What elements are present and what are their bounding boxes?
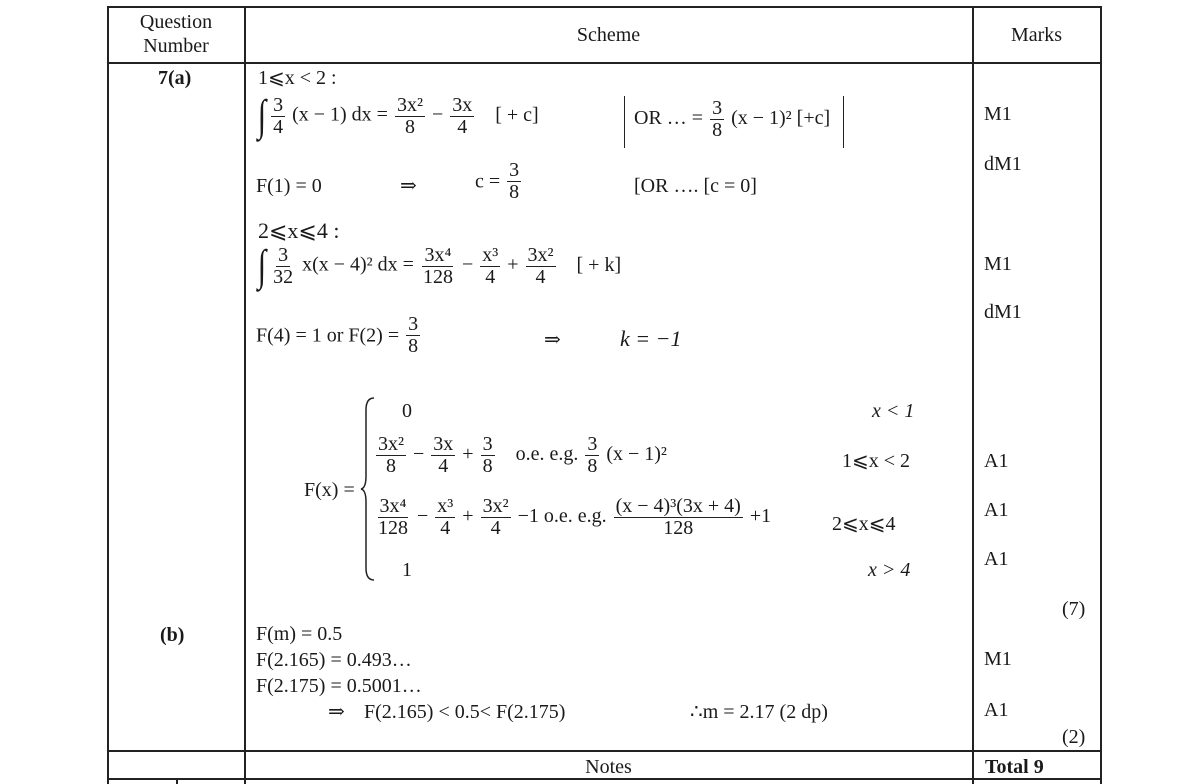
fraction: $\frac{\text{3x⁴}}{128}$ <box>378 495 408 539</box>
fraction: $\frac{3}{32}$ <box>273 243 294 288</box>
fraction: $\frac{\text{3x²}}{4}$ <box>527 243 554 288</box>
case2-condition: 1⩽x < 2 <box>842 450 911 472</box>
int1-pre: (x − 1) dx = <box>292 103 388 126</box>
case2-oe: o.e. e.g. <box>515 443 579 466</box>
case1-condition: x < 1 <box>872 400 915 422</box>
or-alternative-1 <box>634 98 830 141</box>
case4-value: 1 <box>402 559 412 581</box>
case2-expression: $\frac{\text{3x²}}{8}$ − $\frac{3x}{4}$ + $\frac{3}{8}$ o.e. e.g. $\frac{3}{8}$ (x − 1)² <box>378 433 667 477</box>
case4-condition: x > 4 <box>868 559 911 581</box>
f4-line <box>256 314 422 357</box>
case2-tail: (x − 1)² <box>606 443 667 466</box>
range1: 1⩽x < 2 : <box>258 67 337 89</box>
mark-a4: dM1 <box>984 301 1022 323</box>
case3-condition: 2⩽x⩽4 <box>832 513 896 535</box>
integral-2: ∫ $\frac{3}{32}$ x(x − 4)² dx = $\frac{\text{3x⁴}}{128}$ − $\frac{\text{x³}}{4}$ + $\frac{\text{3x²}}{4}$ [ + k] <box>257 241 622 290</box>
table-border-left <box>107 6 109 784</box>
fraction: $\frac{3}{4}$ <box>273 93 284 138</box>
fraction: $\frac{\text{x³}}{4}$ <box>482 243 499 288</box>
case3-tail: +1 <box>749 505 772 528</box>
fx-lhs: F(x) = <box>304 479 355 501</box>
header-rule <box>107 62 1101 64</box>
or1-pre: OR … = <box>634 107 704 130</box>
fraction: $\frac{3}{8}$ <box>482 433 493 477</box>
int2-k: [ + k] <box>576 253 622 276</box>
bottom-stub <box>176 778 178 784</box>
part-b-line4: F(2.165) < 0.5< F(2.175) <box>364 701 566 723</box>
int1-c: [ + c] <box>495 103 539 126</box>
table-border-top <box>107 6 1101 8</box>
part-a-subtotal: (7) <box>1062 598 1086 620</box>
header-question-number <box>108 10 244 58</box>
fraction: $\frac{\text{3x²}}{8}$ <box>378 433 404 477</box>
integral-sign: ∫ <box>257 241 267 290</box>
fraction: $\frac{3}{8}$ <box>408 313 419 357</box>
part-b-line3: F(2.175) = 0.5001… <box>256 675 422 697</box>
c-value <box>475 160 523 203</box>
fraction: $\frac{\text{x³}}{4}$ <box>437 495 454 539</box>
part-b-line1: F(m) = 0.5 <box>256 623 343 645</box>
case3-oe: −1 o.e. e.g. <box>517 505 607 528</box>
case3-expression: $\frac{\text{3x⁴}}{128}$ − $\frac{\text{x³}}{4}$ + $\frac{\text{3x²}}{4}$ −1 o.e. e.g. $\frac{\text{(x − 4)³(3x + 4)}}{128}$ +1 <box>378 495 772 539</box>
mark-a1: M1 <box>984 103 1012 125</box>
part-a-number: 7(a) <box>158 67 192 89</box>
table-border-col3 <box>972 6 974 784</box>
mark-b2: A1 <box>984 699 1009 721</box>
mark-a2: dM1 <box>984 153 1022 175</box>
fraction: $\frac{\text{3x²}}{4}$ <box>482 495 509 539</box>
implies-arrow: ⇒ <box>400 175 417 197</box>
notes-label: Notes <box>585 756 632 778</box>
part-b-subtotal: (2) <box>1062 726 1086 748</box>
notes-rule <box>107 750 1101 752</box>
table-border-col2 <box>244 6 246 784</box>
k-value: k = −1 <box>620 326 682 351</box>
header-scheme: Scheme <box>576 24 641 46</box>
case1-value: 0 <box>402 400 412 422</box>
fraction: $\frac{3x}{4}$ <box>433 433 454 477</box>
integral-1: ∫ $\frac{3}{4}$ (x − 1) dx = $\frac{\text{3x²}}{8}$ − $\frac{3x}{4}$ [ + c] <box>257 91 539 140</box>
int2-post: x(x − 4)² dx = <box>302 253 414 276</box>
range2: 2⩽x⩽4 : <box>258 218 340 243</box>
or1-post: (x − 1)² [+c] <box>731 107 831 130</box>
fraction: $\frac{3}{8}$ <box>712 97 723 141</box>
f1-line: F(1) = 0 <box>256 175 322 197</box>
fraction: $\frac{3x}{4}$ <box>452 93 473 138</box>
implies-arrow-2: ⇒ <box>544 329 561 351</box>
part-b-number: (b) <box>160 624 185 646</box>
mark-a7: A1 <box>984 548 1009 570</box>
table-border-right <box>1100 6 1102 784</box>
fraction: $\frac{\text{(x − 4)³(3x + 4)}}{128}$ <box>615 495 741 539</box>
part-b-answer: ∴m = 2.17 (2 dp) <box>690 701 828 723</box>
fraction: $\frac{3}{8}$ <box>587 433 598 477</box>
total-marks: Total 9 <box>985 756 1044 778</box>
piecewise-brace <box>360 396 376 582</box>
fraction: $\frac{\text{3x²}}{8}$ <box>396 93 423 138</box>
part-b-line2: F(2.165) = 0.493… <box>256 649 412 671</box>
part-b-arrow: ⇒ <box>328 701 345 723</box>
header-marks: Marks <box>1010 24 1063 46</box>
header-question-line2: Number <box>143 35 209 57</box>
fraction: $\frac{\text{3x⁴}}{128}$ <box>422 243 453 288</box>
mark-a3: M1 <box>984 253 1012 275</box>
c-eq: c = <box>475 170 501 193</box>
integral-sign: ∫ <box>257 91 267 140</box>
mark-a5: A1 <box>984 450 1009 472</box>
or-alternative-2: [OR …. [c = 0] <box>634 175 757 197</box>
header-question-line1: Question <box>139 11 213 33</box>
fraction: $\frac{3}{8}$ <box>509 159 520 203</box>
mark-a6: A1 <box>984 499 1009 521</box>
mark-b1: M1 <box>984 648 1012 670</box>
f4-lhs: F(4) = 1 or F(2) = <box>256 324 400 347</box>
